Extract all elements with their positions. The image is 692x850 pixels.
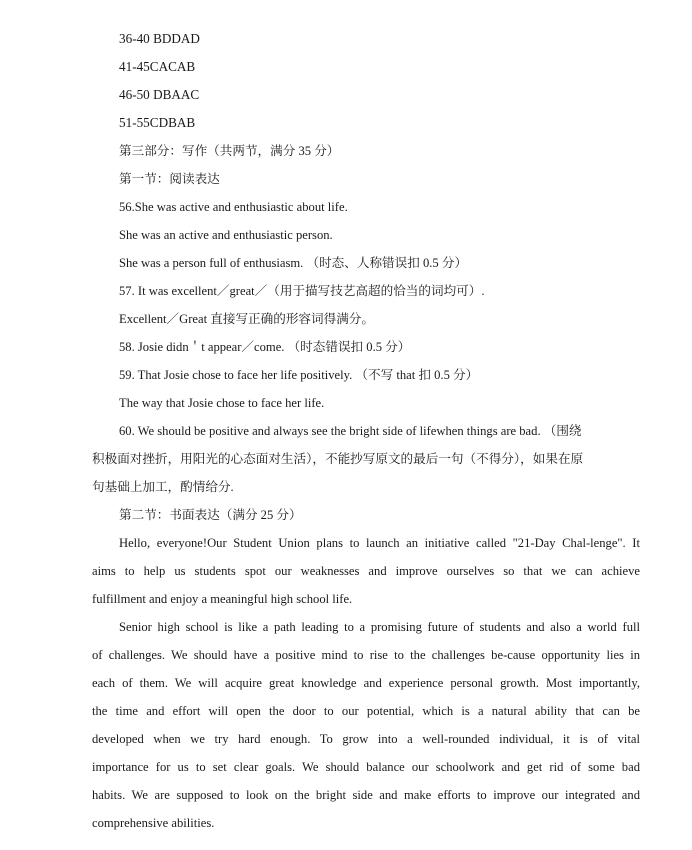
q60-note-line-1: 积极面对挫折，用阳光的心态面对生活），不能抄写原文的最后一句（不得分），如果在原 — [92, 452, 584, 466]
essay-p2-line-1: Senior high school is like a path leading to a promising future of students and also a world full — [119, 620, 640, 634]
q60-answer: 60. We should be positive and always see the bright side of lifewhen things are bad. （围绕 — [119, 424, 582, 438]
q56-answer-3: She was a person full of enthusiasm. （时态、人称错误扣 0.5 分） — [119, 256, 468, 270]
q60-note-line-2: 句基础上加工，酌情给分. — [92, 480, 234, 494]
essay-p2-line-3: each of them. We will acquire great knowledge and experience personal growth. Most importantly, — [92, 676, 640, 690]
q59-alt-answer: The way that Josie chose to face her life. — [119, 396, 325, 410]
q56-answer-1: 56.She was active and enthusiastic about life. — [119, 200, 348, 214]
essay-p1-line-3: fulfillment and enjoy a meaningful high school life. — [92, 592, 353, 606]
essay-p1-line-2: aims to help us students spot our weaknesses and improve ourselves so that we can achieve — [92, 564, 640, 578]
q59-answer: 59. That Josie chose to face her life positively. （不写 that 扣 0.5 分） — [119, 368, 479, 382]
essay-p2-line-7: habits. We are supposed to look on the bright side and make efforts to improve our integrated and — [92, 788, 640, 802]
essay-p2-line-2: of challenges. We should have a positive mind to rise to the challenges be-cause opportunity lies in — [92, 648, 640, 662]
section2-heading: 第二节：书面表达（满分 25 分） — [119, 508, 302, 522]
answer-line-46-50: 46-50 DBAAC — [119, 87, 200, 102]
essay-p2-line-6: importance for us to set clear goals. We should balance our schoolwork and get rid of some bad — [92, 760, 640, 774]
section1-heading: 第一节：阅读表达 — [119, 172, 220, 186]
essay-p2-line-4: the time and effort will open the door to our potential, which is a natural ability that can be — [92, 704, 640, 718]
answer-line-36-40: 36-40 BDDAD — [119, 31, 200, 46]
essay-p1-line-1: Hello, everyone!Our Student Union plans to launch an initiative called "21-Day Chal-lenge". It — [119, 536, 640, 550]
q57-answer: 57. It was excellent／great／（用于描写技艺高超的恰当的词均可）. — [119, 284, 485, 298]
q56-answer-2: She was an active and enthusiastic person. — [119, 228, 333, 242]
essay-p2-line-8: comprehensive abilities. — [92, 816, 215, 830]
q57-note: Excellent／Great 直接写正确的形容词得满分。 — [119, 312, 374, 326]
essay-p2-line-5: developed when we try hard enough. To grow into a well-rounded individual, it is of vital — [92, 732, 640, 746]
q58-answer: 58. Josie didn＇t appear／come. （时态错误扣 0.5 分） — [119, 340, 411, 354]
answer-line-41-45: 41-45CACAB — [119, 59, 196, 74]
part3-heading: 第三部分：写作（共两节，满分 35 分） — [119, 144, 340, 158]
answer-line-51-55: 51-55CDBAB — [119, 115, 196, 130]
